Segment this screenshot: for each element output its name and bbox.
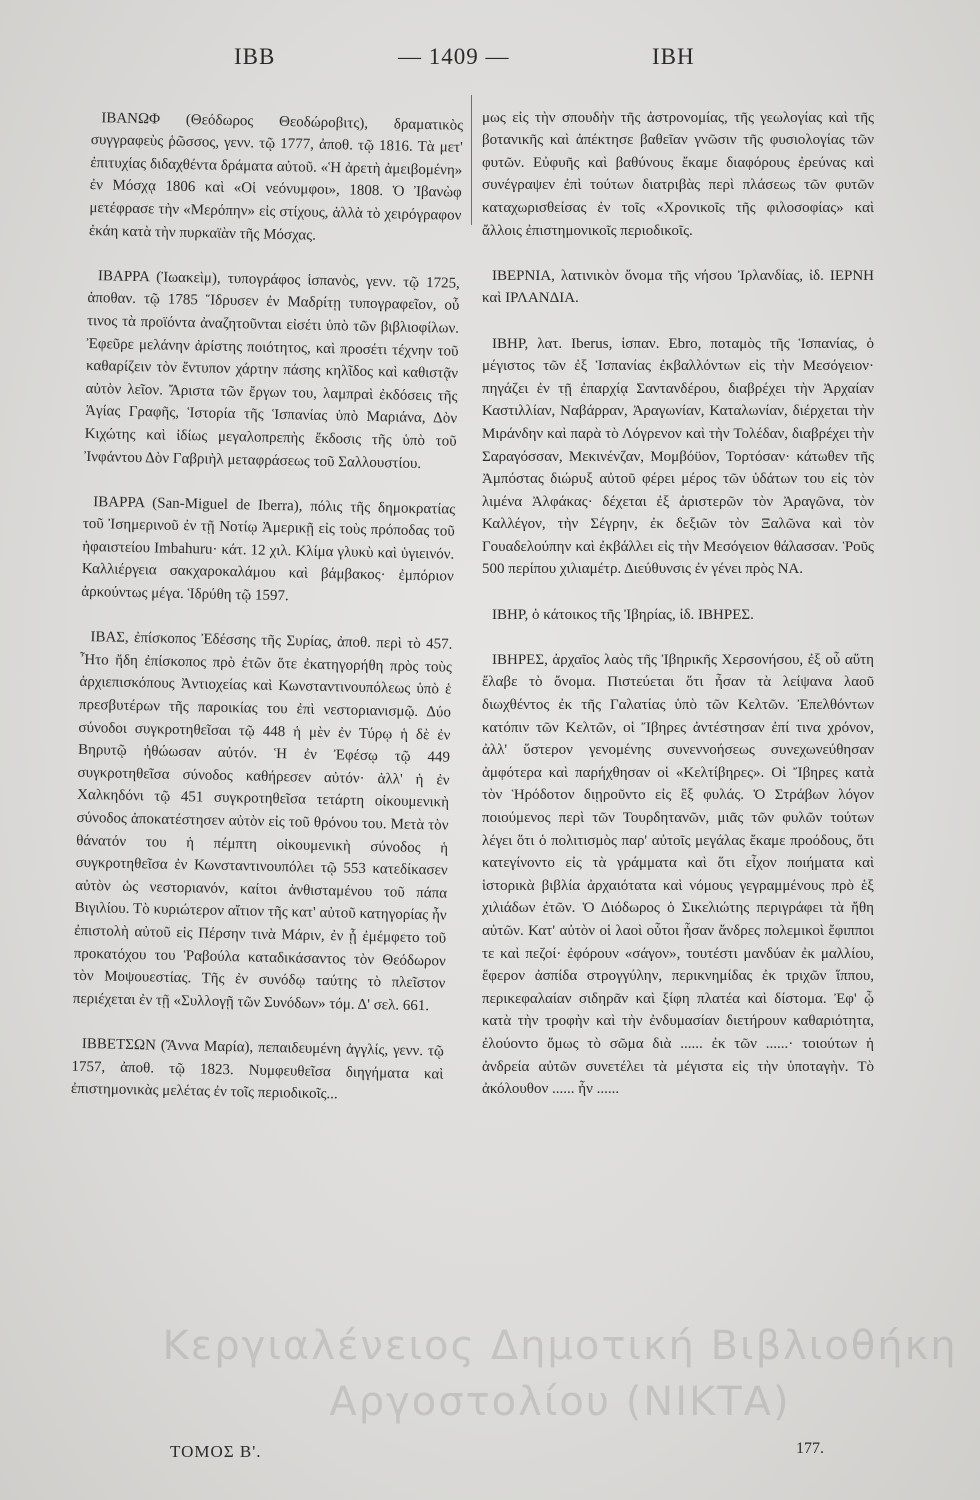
header-right-guideword: IBH <box>652 44 695 69</box>
entry-ibir-inhabitant: ΙΒΗΡ, ὁ κάτοικος τῆς Ἰβηρίας, ἰδ. ΙΒΗΡΕΣ. <box>492 606 754 623</box>
entry-ibarra-ioakeim: ΙΒΑΡΡΑ (Ἰωακεὶμ), τυπογράφος ἱσπανὸς, γενν. τῷ 1725, ἀποθαν. τῷ 1785 Ἵδρυσεν ἐν Μαδρίτῃ τυπογραφεῖον, οὗ τινος τὰ προϊόντα ἀναζητοῦνται εἰσέτι ὑπὸ τῶν βιβλιοφίλων. Ἐφεῦρε μελάνην ἀρίστης ποιότητος, καὶ προσέτι τέχνην τοῦ καθαρίζειν τὸν ἔντυπον χάρτην πάσης κηλῖδος καὶ καθιστᾷν αὐτὸν λεῖον. Ἄριστα τῶν ἔργων του, λαμπραὶ ἐκδόσεις τῆς Ἁγίας Γραφῆς, Ἱστορία τῆς Ἱσπανίας ὑπὸ Μαριάνα, Δὸν Κιχώτης καὶ ἰδίως μεγαλοπρεπὴς ἔκδοσις τῆς ὑπὸ τοῦ Ἰνφάντου Δὸν Γαβριὴλ μεταφράσεως τοῦ Σαλλουστίου. <box>84 267 461 472</box>
right-column <box>482 84 874 1123</box>
left-column <box>70 84 464 1131</box>
entry-ibir-river: ΙΒΗΡ, λατ. Iberus, ἱσπαν. Ebro, ποταμὸς τῆς Ἱσπανίας, ὁ μέγιστος τῶν ἐξ Ἱσπανίας ἐκβαλλόντων εἰς τὴν Μεσόγειον· πηγάζει ἐν τῇ ἐπαρχίᾳ Σαντανδέρου, διαβρέχει τὴν Ἀρχαίαν Καστιλλίαν, Ναβάρραν, Ἀραγωνίαν, Καταλωνίαν, διέρχεται τὴν Μιράνδην καὶ παρὰ τὸ Λόγρενον καὶ τὴν Τολέδαν, διαβρέχει τὴν Σαραγόσσαν, Μεκινένζαν, Μομβόϋον, Τορτόσαν· κάτωθεν τῆς Ἀμπόστας διώρυξ αὐτοῦ φέρει μέρος τῶν ὑδάτων του εἰς τὸν λιμένα Ἀλφάκας· δέχεται ἐξ ἀριστερῶν τὸν Ἀραγῶνα, τὸν Καλλέγον, τὴν Σέγρην, ἐκ δεξιῶν τὸν Ξαλῶνα καὶ τὸν Γουαδελούπην καὶ ἐκβάλλει εἰς τὴν Μεσόγειον θάλασσαν. Ῥοῦς 500 περίπου χιλιαμέτρ. Διεύθυνσις ἐν γένει πρὸς ΝΑ. <box>482 335 874 578</box>
page-header <box>0 44 980 84</box>
signature-mark: 177. <box>796 1440 824 1457</box>
page-number: — 1409 — <box>398 44 510 69</box>
entry-ibbetson: ΙΒΒΕΤΣΩΝ (Ἄννα Μαρία), πεπαιδευμένη ἀγγλίς, γενν. τῷ 1757, ἀποθ. τῷ 1823. Νυμφευθεῖσα διηγήματα καὶ ἐπιστημονικὰς μελέτας ἐν τοῖς περιοδικοῖς... <box>70 1035 444 1103</box>
entry-ivanof: ΙΒΑΝΩΦ (Θεόδωρος Θεοδώροβιτς), δραματικὸς συγγραφεὺς ῥῶσσος, γενν. τῷ 1777, ἀποθ. τῷ 1816. Τὰ μετ' ἐπιτυχίας διδαχθέντα δράματα αὐτοῦ. «Ἡ ἀρετὴ ἀμειβομένη» ἐν Μόσχᾳ 1806 καὶ «Οἱ νεόνυμφοι», 1808. Ὁ Ἰβανὼφ μετέφρασε τὴν «Μερόπην» εἰς στίχους, ἀλλὰ τὸ χειρόγραφον ἐκάη κατὰ τὴν πυρκαϊὰν τῆς Μόσχας. <box>88 109 464 244</box>
entry-ibarra-city: ΙΒΑΡΡΑ (San-Miguel de Iberra), πόλις τῆς δημοκρατίας τοῦ Ἰσημερινοῦ ἐν τῇ Νοτίῳ Ἀμερικῇ εἰς τοὺς πρόποδας τοῦ ἡφαιστείου Imbahuru· κάτ. 12 χιλ. Κλίμα γλυκὺ καὶ ὑγιεινόν. Καλλιέργεια σακχαροκαλάμου καὶ βάμβακος· ἐμπόριον ἀρκούντως μέγα. Ἱδρύθη τῷ 1597. <box>81 493 456 605</box>
header-left-guideword: IBB <box>234 44 276 69</box>
column-divider <box>471 95 472 225</box>
watermark-line-2: Αργοστολίου (ΝΙΚΤΑ) <box>329 1379 791 1425</box>
volume-label: ΤΟΜΟΣ Β'. <box>170 1442 262 1461</box>
entry-ibas: ΙΒΑΣ, ἐπίσκοπος Ἐδέσσης τῆς Συρίας, ἀποθ. περὶ τὸ 457. Ἦτο ἤδη ἐπίσκοπος πρὸ ἐτῶν ὅτε ἐκατηγορήθη πρὸς τοὺς ἀρχιεπισκόπους Ἀντιοχείας καὶ Κωνσταντινουπόλεως ὑπὸ ἑ πρεσβυτέρων τῆς παροικίας του ἐπὶ νεστοριανισμῷ. Δύο σύνοδοι συγκροτηθεῖσαι τῷ 448 ἡ μὲν ἐν Τύρῳ ἡ δὲ ἐν Βηρυτῷ ἠθώωσαν αὐτόν. Ἡ ἐν Ἐφέσῳ τῷ 449 συγκροτηθεῖσα σύνοδος καθήρεσεν αὐτόν· ἀλλ' ἡ ἐν Χαλκηδόνι τῷ 451 συγκροτηθεῖσα τετάρτη οἰκουμενικὴ σύνοδος ἀποκατέστησεν αὐτὸν εἰς τοῦ θρόνου του. Μετὰ τὸν θάνατόν του ἡ πέμπτη οἰκουμενικὴ σύνοδος ἡ συγκροτηθεῖσα ἐν Κωνσταντινουπόλει τῷ 553 κατεδίκασεν αὐτὸν ὡς νεστοριανόν, καίτοι ἀνθισταμένου τοῦ πάπα Βιγιλίου. Τὸ κυριώτερον αἴτιον τῆς κατ' αὐτοῦ κατηγορίας ἦν ἐπιστολὴ αὐτοῦ εἰς Πέρσην τινὰ Μάριν, ἐν ᾗ ἐμέμφετο τοῦ προκατόχου του Ῥαβούλα καταδικάσαντος τὸν Θεόδωρον τὸν Μοψουεστίας. Τῆς ἐν συνόδῳ ταύτης τὸ πλεῖστον περιέχεται ἐν τῇ «Συλλογῇ τῶν Συνόδων» τόμ. Δ' σελ. 661. <box>72 629 453 1015</box>
entry-continuation: μως εἰς τὴν σπουδὴν τῆς ἀστρονομίας, τῆς γεωλογίας καὶ τῆς βοτανικῆς καὶ ἀπέκτησε βαθεῖαν γνῶσιν τῆς φυσιολογίας τῶν φυτῶν. Εὐφυῆς καὶ βαθύνους ἔκαμε διαφόρους ἐρεύνας καὶ συνέγραψεν ἐπὶ τούτων διατριβὰς περὶ πλάσεως τῶν φυτῶν καταχωρισθείσας ἐν τοῖς «Χρονικοῖς τῆς φιλοσοφίας» καὶ ἄλλοις ἐπιστημονικοῖς περιοδικοῖς. <box>482 109 874 239</box>
library-watermark <box>150 1318 970 1430</box>
entry-ibires: ΙΒΗΡΕΣ, ἀρχαῖος λαὸς τῆς Ἰβηρικῆς Χερσονήσου, ἐξ οὗ αὕτη ἔλαβε τὸ ὄνομα. Πιστεύεται ὅτι ἦσαν τὰ λείψανα λαοῦ διωχθέντος ἐκ τῆς Γαλατίας ὑπὸ τῶν Κελτῶν. Ἐπελθόντων κατόπιν τῶν Κελτῶν, οἱ Ἴβηρες ἀντέστησαν ἐπί τινα χρόνον, ἀλλ' ὕστερον γενομένης συνεννοήσεως συνεχωνεύθησαν ἀμφότερα καὶ παρήχθησαν οἱ «Κελτίβηρες». Οἱ Ἴβηρες κατὰ τὸν Ἡρόδοτον διῃροῦντο εἰς ἓξ φυλάς. Ὁ Στράβων λόγον ποιούμενος περὶ τῶν Τουρδητανῶν, μιᾶς τῶν φυλῶν τούτων λέγει ὅτι ὁ πολιτισμὸς παρ' αὐτοῖς μεγάλας ἔκαμε προόδους, ὅτι κατεγίνοντο εἰς τὰ γράμματα καὶ ὅτι εἶχον ποιήματα καὶ ἱστορικὰ βιβλία ἀρχαιότατα καὶ νόμους γεγραμμένους πρὸ ἑξ χιλιάδων ἐτῶν. Ὁ Διόδωρος ὁ Σικελιώτης περιγράφει τὰ ἤθη αὐτῶν. Κατ' αὐτὸν οἱ λαοὶ οὗτοι ἦσαν ἄνδρες πολεμικοὶ ἔφιπποι τε καὶ πεζοί· ἐφόρουν «σάγον», τουτέστι μανδύαν ἐκ μαλλίου, ἔφερον ἀσπίδα στρογγύλην, περικνημίδας ἐκ τριχῶν ἵππου, περικεφαλαίαν σιδηρᾶν καὶ ξίφη πλατέα καὶ δίστομα. Ἐφ' ᾧ κατὰ τὴν τροφὴν καὶ τὴν ἐνδυμασίαν διετήρουν καθαριότητα, ἐλούοντο ὅμως τὸ σῶμα διὰ ...... ἐκ τῶν ......· τοιούτων ἡ ἀνδρεία αὐτῶν συνετέλει τὰ μέγιστα εἰς τὴν ὑποταγὴν. Τὸ ἀκόλουθον ...... ἦν ...... <box>482 651 874 1098</box>
entry-ivernia: ΙΒΕΡΝΙΑ, λατινικὸν ὄνομα τῆς νήσου Ἰρλανδίας, ἰδ. ΙΕΡΝΗ καὶ ΙΡΛΑΝΔΙΑ. <box>482 267 874 307</box>
watermark-line-1: Κεργιαλένειος Δημοτική Βιβλιοθήκη <box>162 1323 958 1369</box>
